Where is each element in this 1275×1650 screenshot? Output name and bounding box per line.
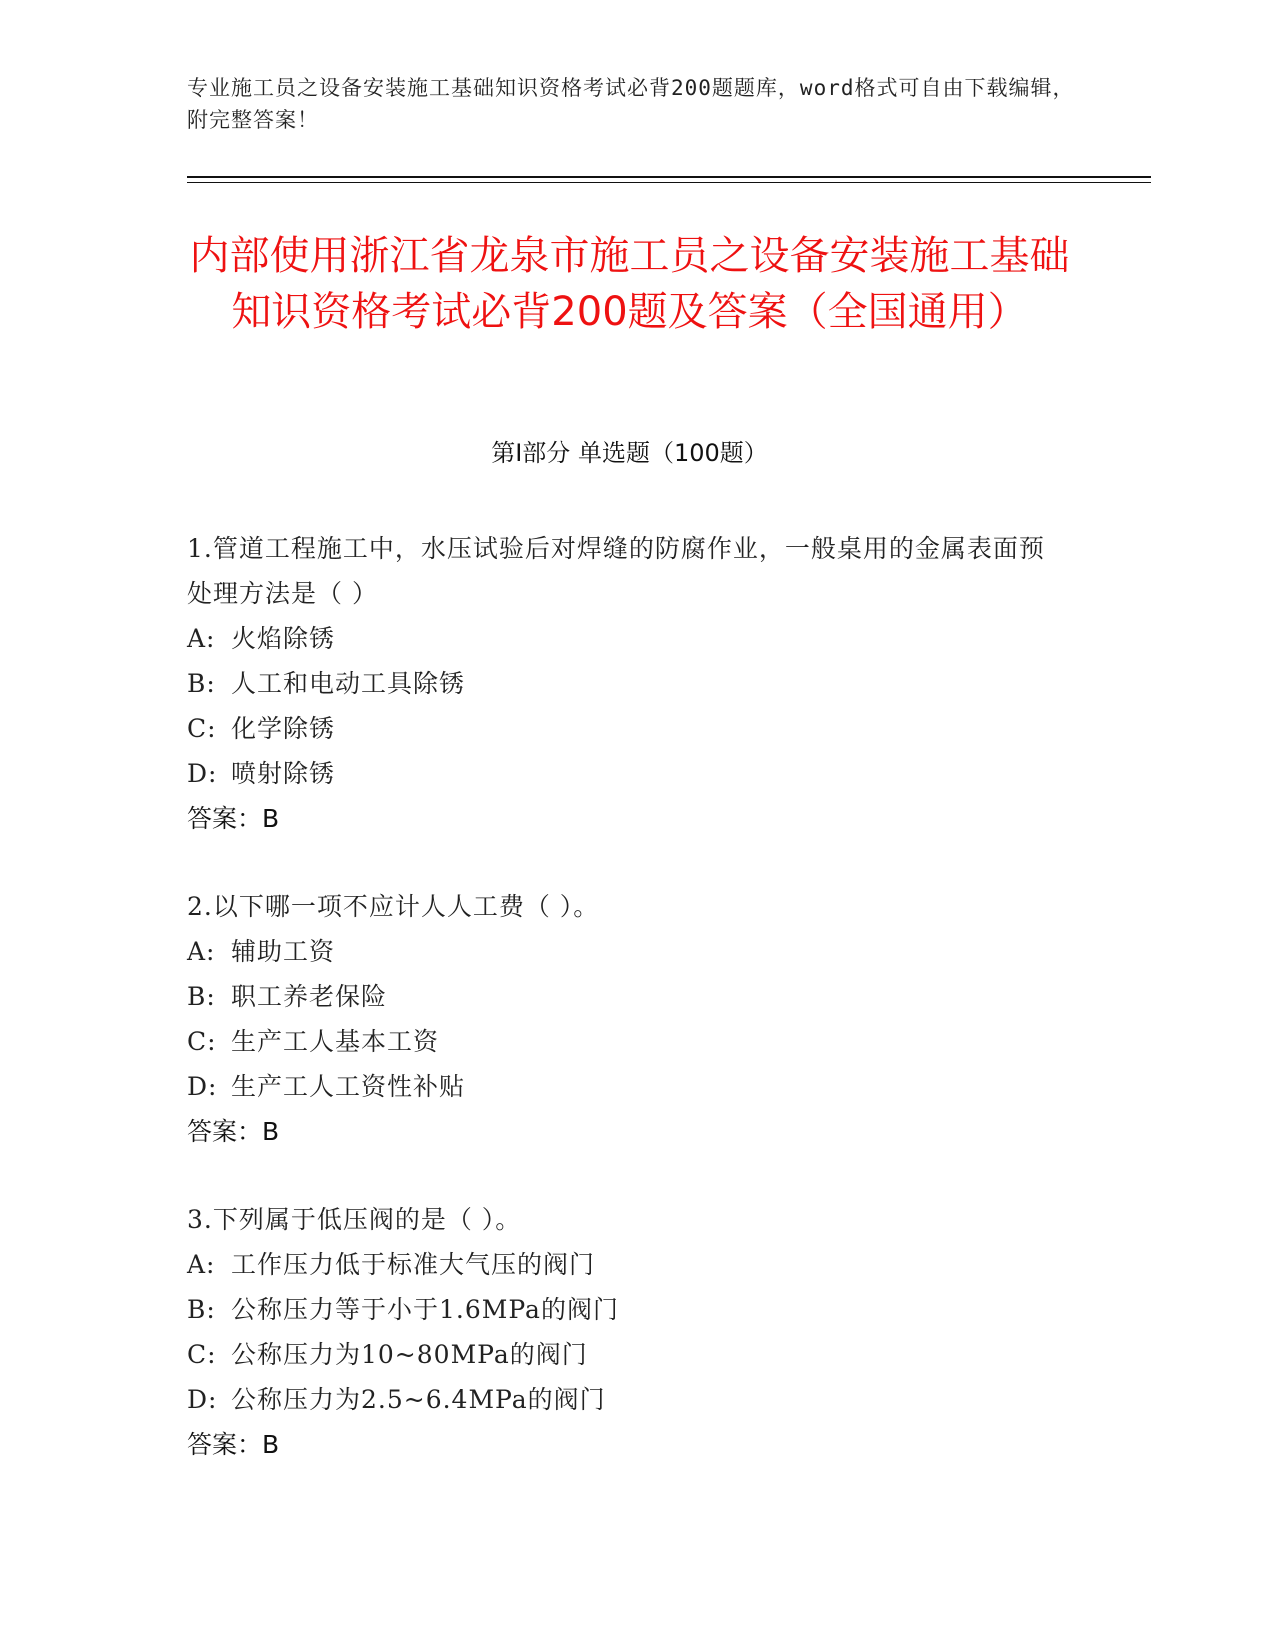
answer-line: 答案：B (187, 1117, 280, 1146)
option-b (187, 1287, 1067, 1332)
option-b (187, 974, 1067, 1019)
option-letter: C: (187, 1027, 217, 1056)
question-stem: 2.以下哪一项不应计人人工费（ ）。 (187, 892, 600, 921)
option-d (187, 1064, 1067, 1109)
option-text: 生产工人基本工资 (231, 1027, 440, 1056)
option-letter: C: (187, 1340, 217, 1369)
question-3 (187, 1197, 1067, 1467)
option-letter: A: (187, 1250, 216, 1279)
option-letter: D: (187, 759, 218, 788)
option-text: 火焰除锈 (231, 624, 336, 653)
option-c (187, 706, 1067, 751)
option-text: 喷射除锈 (231, 759, 336, 788)
question-list (187, 526, 1067, 1510)
option-text: 职工养老保险 (231, 982, 388, 1011)
option-d (187, 751, 1067, 796)
header-divider-thin (187, 182, 1151, 183)
option-letter: D: (187, 1385, 218, 1414)
answer-line: 答案：B (187, 804, 280, 833)
section-heading: 第Ⅰ部分 单选题（100题） (491, 439, 768, 467)
option-letter: B: (187, 1295, 216, 1324)
question-1 (187, 526, 1067, 841)
question-stem: 1.管道工程施工中，水压试验后对焊缝的防腐作业，一般桌用的金属表面预处理方法是（ ） (187, 534, 1045, 608)
option-text: 公称压力等于小于1.6MPa的阀门 (231, 1295, 619, 1324)
option-a (187, 1242, 1067, 1287)
option-text: 人工和电动工具除锈 (231, 669, 466, 698)
option-letter: C: (187, 714, 217, 743)
option-d (187, 1377, 1067, 1422)
option-letter: B: (187, 669, 216, 698)
option-letter: A: (187, 937, 216, 966)
option-letter: B: (187, 982, 216, 1011)
header-divider-thick (187, 176, 1151, 178)
option-a (187, 616, 1067, 661)
document-title: 内部使用浙江省龙泉市施工员之设备安装施工基础知识资格考试必背200题及答案（全国通用） (189, 233, 1070, 335)
option-text: 化学除锈 (231, 714, 336, 743)
header-note: 专业施工员之设备安装施工基础知识资格考试必背200题题库，word格式可自由下载编辑，附完整答案！ (187, 76, 1075, 132)
option-letter: A: (187, 624, 216, 653)
option-text: 辅助工资 (231, 937, 336, 966)
option-text: 公称压力为10~80MPa的阀门 (231, 1340, 588, 1369)
option-a (187, 929, 1067, 974)
option-b (187, 661, 1067, 706)
option-text: 生产工人工资性补贴 (231, 1072, 466, 1101)
option-c (187, 1019, 1067, 1064)
option-c (187, 1332, 1067, 1377)
option-text: 工作压力低于标准大气压的阀门 (231, 1250, 596, 1279)
option-letter: D: (187, 1072, 218, 1101)
option-text: 公称压力为2.5~6.4MPa的阀门 (231, 1385, 606, 1414)
question-2 (187, 884, 1067, 1154)
question-stem: 3.下列属于低压阀的是（ ）。 (187, 1205, 522, 1234)
answer-line: 答案：B (187, 1430, 280, 1459)
